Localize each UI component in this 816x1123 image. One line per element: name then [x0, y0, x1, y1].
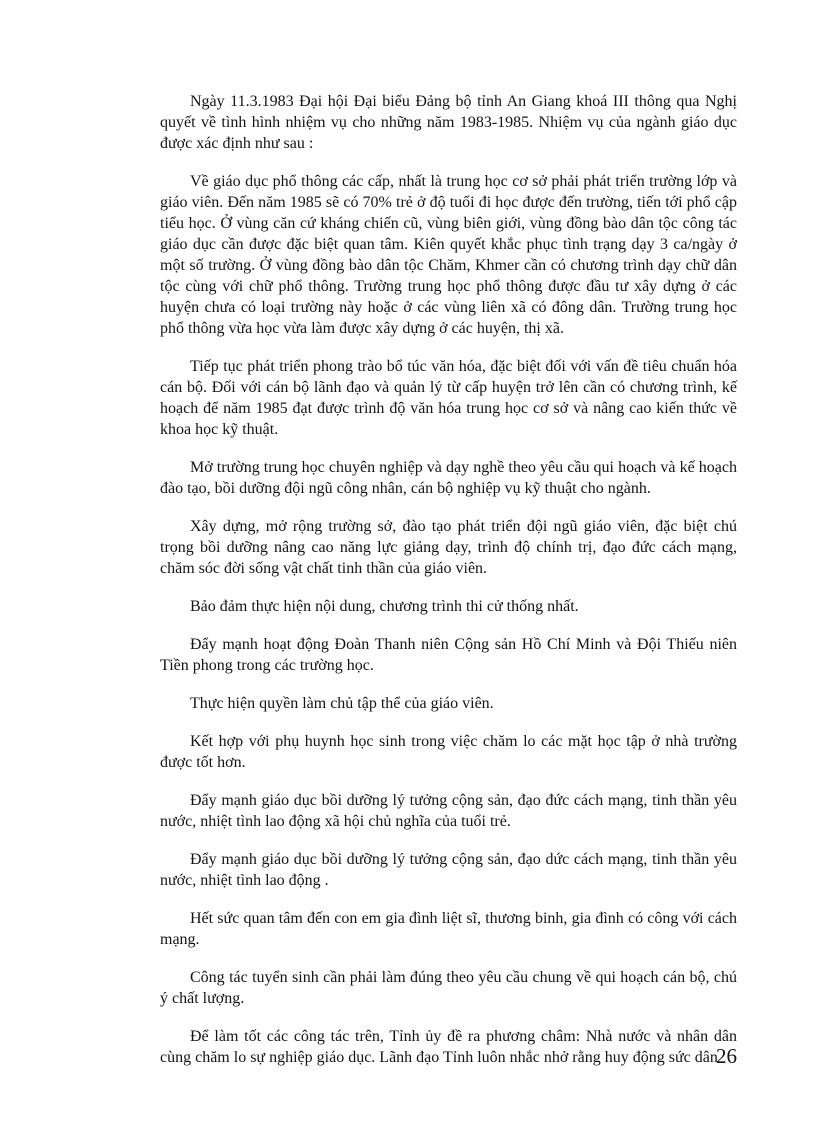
page-body	[160, 91, 737, 1085]
paragraph: Về giáo dục phổ thông các cấp, nhất là trung học cơ sở phải phát triển trường lớp và giáo viên. Đến năm 1985 sẽ có 70% trẻ ở độ tuổi đi học được đến trường, tiến tới phổ cập tiểu học. Ở vùng căn cứ kháng chiến cũ, vùng biên giới, vùng đồng bào dân tộc công tác giáo dục cần được đặc biệt quan tâm. Kiên quyết khắc phục tình trạng dạy 3 ca/ngày ở một số trường. Ở vùng đồng bào dân tộc Chăm, Khmer cần có chương trình dạy chữ dân tộc cùng với chữ phổ thông. Trường trung học phổ thông được đầu tư xây dựng ở các huyện chưa có loại trường này hoặc ở các vùng liên xã có đông dân. Trường trung học phổ thông vừa học vừa làm được xây dựng ở các huyện, thị xã.	[160, 173, 737, 337]
paragraph: Kết hợp với phụ huynh học sinh trong việc chăm lo các mặt học tập ở nhà trường được tốt hơn.	[160, 733, 737, 771]
page-number: 26	[716, 1044, 737, 1068]
paragraph: Đẩy mạnh hoạt động Đoàn Thanh niên Cộng sản Hồ Chí Minh và Đội Thiếu niên Tiền phong trong các trường học.	[160, 636, 737, 674]
paragraph: Công tác tuyển sinh cần phải làm đúng theo yêu cầu chung về qui hoạch cán bộ, chú ý chất lượng.	[160, 969, 737, 1007]
paragraph: Bảo đảm thực hiện nội dung, chương trình thi cử thống nhất.	[190, 598, 579, 615]
paragraph: Mở trường trung học chuyên nghiệp và dạy nghề theo yêu cầu qui hoạch và kế hoạch đào tạo, bồi dưỡng đội ngũ công nhân, cán bộ nghiệp vụ kỹ thuật cho ngành.	[160, 459, 737, 497]
paragraph: Hết sức quan tâm đến con em gia đình liệt sĩ, thương binh, gia đình có công với cách mạng.	[160, 910, 737, 948]
paragraph: Đẩy mạnh giáo dục bồi dưỡng lý tưởng cộng sản, đạo dức cách mạng, tinh thần yêu nước, nhiệt tình lao động .	[160, 851, 737, 889]
paragraph: Thực hiện quyền làm chủ tập thể của giáo viên.	[190, 695, 494, 712]
paragraph: Đẩy mạnh giáo dục bồi dưỡng lý tưởng cộng sản, đạo đức cách mạng, tinh thần yêu nước, nhiệt tình lao động xã hội chủ nghĩa của tuổi trẻ.	[160, 792, 737, 830]
paragraph: Để làm tốt các công tác trên, Tỉnh ủy đề ra phương châm: Nhà nước và nhân dân cùng chăm lo sự nghiệp giáo dục. Lãnh đạo Tỉnh luôn nhắc nhở rằng huy động sức dân	[160, 1028, 737, 1066]
paragraph: Xây dựng, mở rộng trường sở, đào tạo phát triển đội ngũ giáo viên, đặc biệt chú trọng bồi dưỡng nâng cao năng lực giảng dạy, trình độ chính trị, đạo đức cách mạng, chăm sóc đời sống vật chất tinh thần của giáo viên.	[160, 518, 737, 577]
paragraph: Tiếp tục phát triển phong trào bổ túc văn hóa, đặc biệt đối với vấn đề tiêu chuẩn hóa cán bộ. Đối với cán bộ lãnh đạo và quản lý từ cấp huyện trở lên cần có chương trình, kế hoạch để năm 1985 đạt được trình độ văn hóa trung học cơ sở và nâng cao kiến thức về khoa học kỹ thuật.	[160, 358, 737, 438]
paragraph: Ngày 11.3.1983 Đại hội Đại biểu Đảng bộ tỉnh An Giang khoá III thông qua Nghị quyết về tình hình nhiệm vụ cho những năm 1983-1985. Nhiệm vụ của ngành giáo dục được xác định như sau :	[160, 93, 737, 152]
